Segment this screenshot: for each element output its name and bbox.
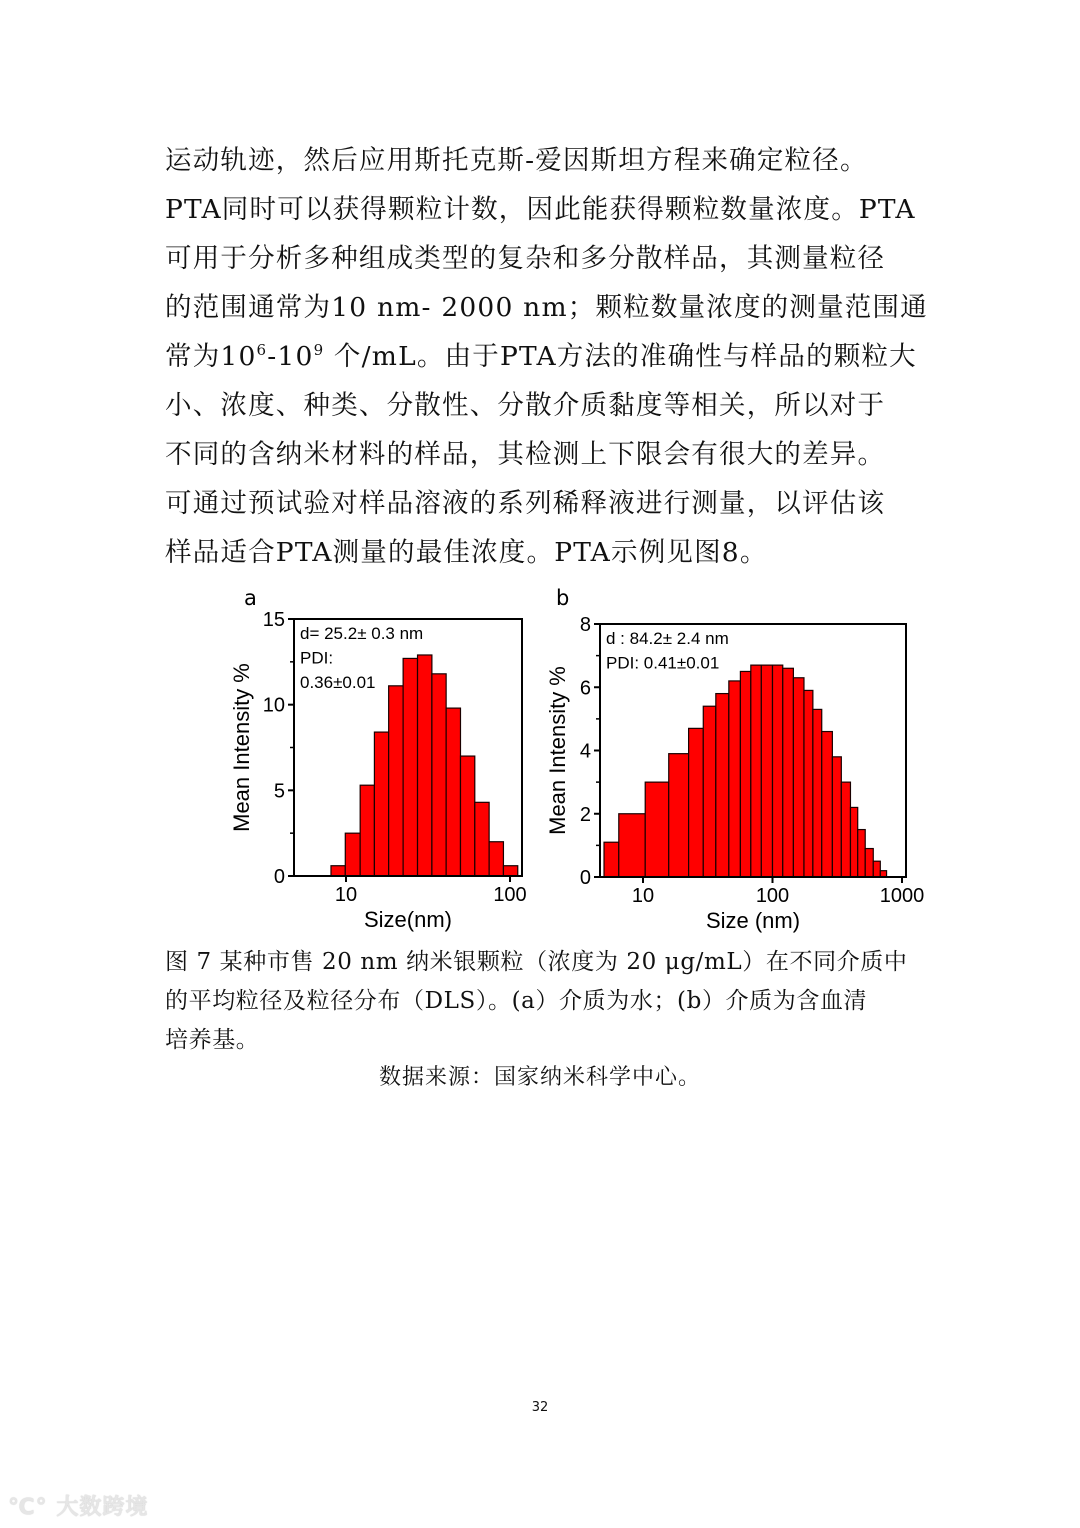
caption-line: 培养基。 — [165, 1027, 260, 1053]
data-source-note: 数据来源：国家纳米科学中心。 — [378, 1065, 701, 1090]
text-span: 个/mL。由于PTA方法的准确性与样品的颗粒大 — [324, 341, 917, 372]
x-tick-label: 10 — [334, 884, 358, 906]
histogram-bar — [832, 757, 841, 877]
y-tick-label: 6 — [579, 677, 591, 700]
panel-a-label: a — [244, 586, 257, 610]
x-tick-label: 1000 — [879, 885, 925, 907]
histogram-bar — [858, 830, 866, 877]
histogram-bar — [873, 861, 880, 877]
y-tick-label: 0 — [579, 867, 591, 889]
x-tick-label: 10 — [631, 885, 655, 907]
panel-b-label: b — [556, 586, 570, 610]
y-tick-label: 0 — [273, 866, 285, 888]
histogram-bar — [793, 678, 804, 877]
page-number: 32 — [531, 1400, 549, 1415]
body-line: 小、浓度、种类、分散性、分散介质黏度等相关，所以对于 — [165, 390, 886, 421]
histogram-bar — [716, 694, 729, 877]
y-axis-label: Mean Intensity % — [229, 663, 254, 832]
y-tick-label: 10 — [262, 694, 285, 717]
histogram-bar — [804, 690, 813, 877]
y-tick-label: 5 — [273, 780, 285, 803]
body-line: 的范围通常为10 nm- 2000 nm；颗粒数量浓度的测量范围通 — [165, 292, 928, 323]
histogram-bar — [740, 671, 750, 877]
watermark-logo — [8, 1490, 148, 1521]
stats-annotation: PDI: 0.41±0.01 — [606, 653, 720, 673]
histogram-bar — [773, 665, 783, 877]
stats-annotation: d= 25.2± 0.3 nm — [300, 624, 424, 643]
histogram-bar — [669, 754, 689, 877]
histogram-bar — [703, 706, 716, 877]
plot-area — [545, 614, 924, 933]
histogram-bar — [813, 709, 822, 877]
watermark-icon: ℃° — [8, 1495, 48, 1520]
histogram-bar — [822, 732, 833, 877]
caption-line: 的平均粒径及粒径分布（DLS）。(a）介质为水；(b）介质为含血清 — [165, 988, 868, 1014]
x-axis-label: Size (nm) — [705, 908, 801, 933]
text-span: 常为10 — [165, 341, 257, 372]
figure-caption — [165, 943, 917, 1060]
histogram-bar — [604, 842, 619, 877]
histogram-bar — [689, 728, 704, 877]
y-tick-label: 2 — [579, 803, 591, 826]
y-axis-label: Mean Intensity % — [545, 666, 570, 835]
y-tick-label: 4 — [579, 740, 591, 763]
x-tick-label: 100 — [755, 885, 790, 907]
superscript: 9 — [313, 341, 325, 359]
body-line: 可通过预试验对样品溶液的系列稀释液进行测量，以评估该 — [165, 488, 886, 519]
histogram-bar — [841, 782, 850, 877]
body-line: 可用于分析多种组成类型的复杂和多分散样品，其测量粒径 — [165, 243, 886, 274]
y-tick-label: 8 — [579, 614, 591, 636]
y-tick-label: 15 — [262, 609, 285, 631]
x-tick-label: 100 — [493, 884, 527, 906]
watermark-text: 大数跨境 — [56, 1495, 149, 1520]
x-axis-label: Size(nm) — [363, 907, 453, 932]
histogram-bar — [783, 668, 794, 877]
histogram-bar — [751, 665, 762, 877]
body-line: 运动轨迹，然后应用斯托克斯-爱因斯坦方程来确定粒径。 — [165, 145, 868, 176]
stats-annotation: d : 84.2± 2.4 nm — [606, 629, 729, 648]
body-line: 不同的含纳米材料的样品，其检测上下限会有很大的差异。 — [165, 439, 886, 470]
text-span: -10 — [267, 341, 314, 372]
superscript: 6 — [256, 341, 268, 359]
histogram-bar — [619, 814, 645, 877]
body-line: 样品适合PTA测量的最佳浓度。PTA示例见图8。 — [165, 537, 768, 568]
caption-line: 图 7 某种市售 20 nm 纳米银颗粒（浓度为 20 μg/mL）在不同介质中 — [165, 949, 908, 975]
histogram-bar — [729, 681, 741, 877]
histogram-bar — [850, 807, 857, 877]
histogram-bar — [865, 849, 873, 877]
body-line: PTA同时可以获得颗粒计数，因此能获得颗粒数量浓度。PTA — [165, 194, 916, 225]
stats-annotation: 0.36±0.01 — [300, 673, 376, 692]
histogram-bar — [761, 665, 772, 877]
stats-annotation: PDI: — [300, 648, 334, 668]
histogram-bar — [645, 782, 669, 877]
